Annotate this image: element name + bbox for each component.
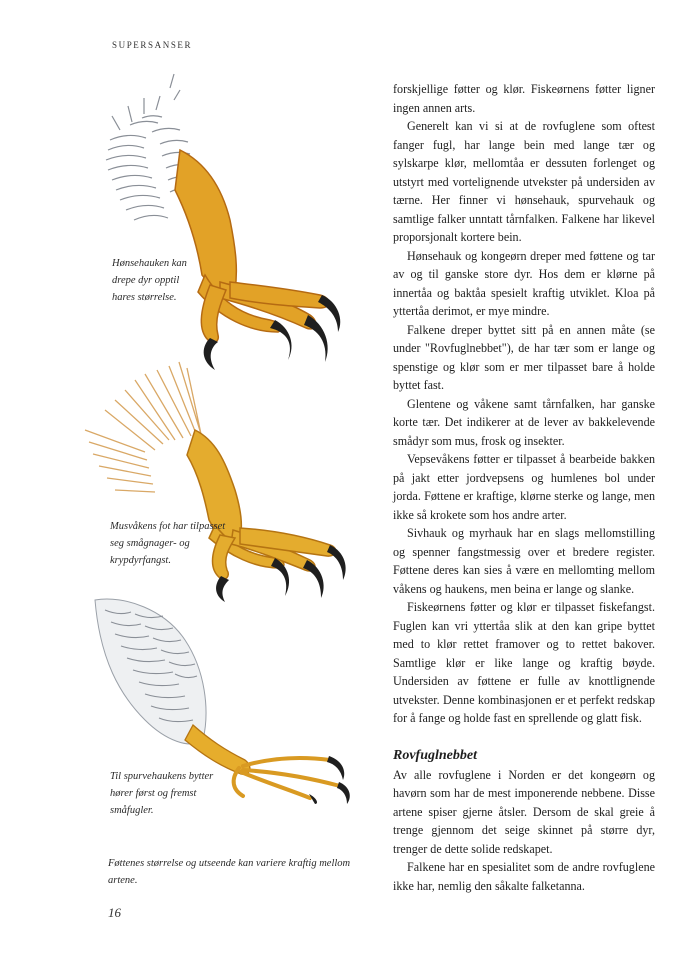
buzzard-feathers [85,362,201,492]
caption-bottom: Føttenes størrelse og utseende kan variere kraftig mellom artene. [108,858,351,886]
goshawk-foot-illustration [70,70,365,375]
paragraph: Hønsehauk og kongeørn dreper med føttene og tar av og til ganske store dyr. Hos dem er klørne på innertåa og baktåa spesielt kraftig utviklet. Kloa på yttertåa derimot, er mye mindre. [393,248,655,318]
sparrowhawk-feather-mass [95,599,206,744]
page-number: 16 [108,905,121,920]
caption-buzzard: Musvåkens fot har tilpasset seg smågnager- og krypdyrfangst. [110,521,226,566]
caption-goshawk: Hønsehauken kan drepe dyr opptil hares størrelse. [112,258,187,303]
paragraph: forskjellige føtter og klør. Fiskeørnens føtter ligner ingen annen arts. [393,82,655,115]
paragraph: Sivhauk og myrhauk har en slags mellomstilling og spenner fangstmessig over et bredere register. Føttene deres kan sies å være en mellomting mellom våkens og haukens, men beina er lange og slanke. [393,526,655,596]
sparrowhawk-toes [234,758,340,798]
body-text-column [393,80,655,895]
paragraph: Falkene har en spesialitet som de andre rovfuglene ikke har, nemlig den såkalte falketanna. [393,860,655,893]
paragraph: Glentene og våkene samt tårnfalken, har ganske korte tær. Det indikerer at de lever av bakkelevende smådyr som mus, frosk og insekter. [393,396,655,448]
running-header: SUPERSANSER [112,40,193,50]
paragraph: Av alle rovfuglene i Norden er det kongeørn og havørn som har de mest imponerende nebbene. Disse artene spiser gjerne åtsler. Dersom de skal greie å trenge gjennom det seige skinnet på større dyr, trenger de dette solide redskapet. [393,767,655,856]
paragraph: Falkene dreper byttet sitt på en annen måte (se under "Rovfuglnebbet"), de har tær som er lange og spenstige og klør som er mer tilpasset bare å holde byttet fast. [393,322,655,392]
paragraph: Fiskeørnens føtter og klør er tilpasset fiskefangst. Fuglen kan vri yttertåa slik at den kan gripe byttet med to klør rettet framover og to rettet bakover. Samtlige klør er like lange og kraftig bøyde. Undersiden av føttene er fulle av knottlignende utvekster. Denne kombinasjonen er et perfekt redskap for å fange og holde fast en sprellende og glatt fisk. [393,600,655,725]
paragraph: Generelt kan vi si at de rovfuglene som oftest fanger fugl, har lange bein med lange tær og sylskarpe klør, mellomtåa er dessuten forlenget og utstyrt med vortelignende utvekster på undersiden av tærne. Her finner vi hønsehauk, spurvehauk og samtlige falker unntatt tårnfalken. Falkene har likevel proporsjonalt kortere bein. [393,119,655,244]
paragraph: Vepsevåkens føtter er tilpasset å bearbeide bakken på jakt etter jordvepsens og humlenes bol under jorda. Føttene er kraftige, klørne sterke og lange, men ikke så krokete som hos andre arter. [393,452,655,522]
caption-sparrowhawk: Til spurvehaukens bytter hører først og fremst småfugler. [110,771,214,816]
section-subheading: Rovfuglnebbet [393,747,477,763]
